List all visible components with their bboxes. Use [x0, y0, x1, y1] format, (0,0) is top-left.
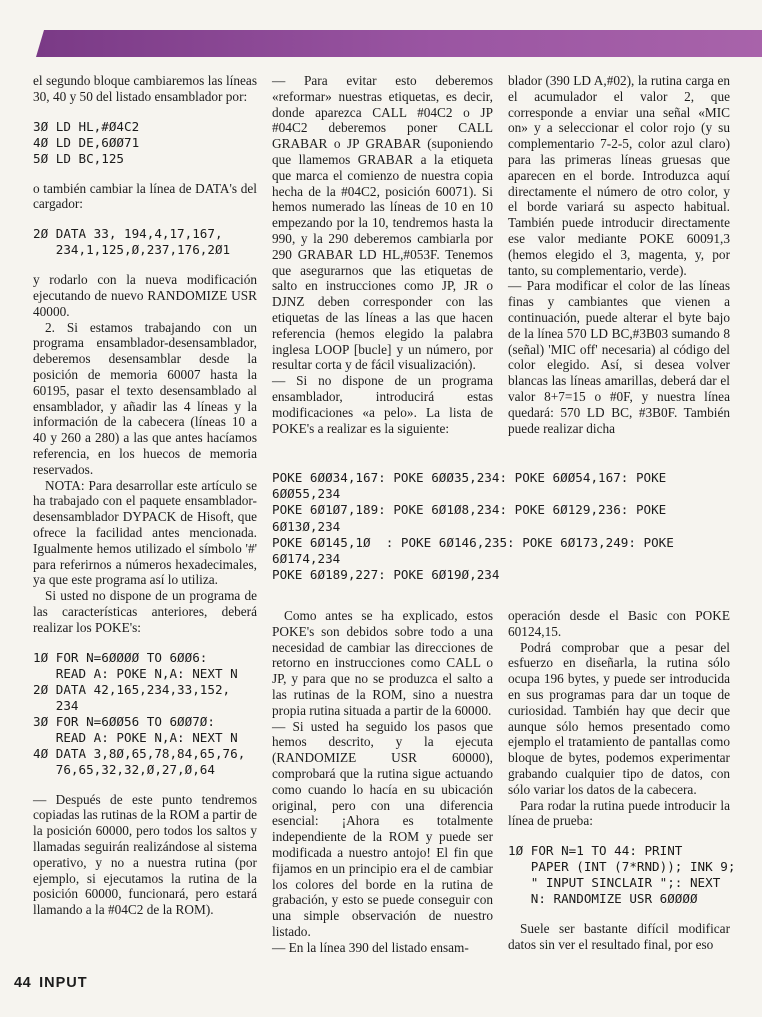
paragraph: — Si usted ha seguido los pasos que hemos descrito, y la ejecuta (RANDOMIZE USR 60000), comprobará que la rutina sigue actuando como cuando lo hacía en su ubicación original, pero con una diferencia esencial: ¡Ahora es totalmente independiente de la ROM y puede ser modificada a nuestro antojo! El fin que fijamos en un principio era el de cambiar los colores del borde en la rutina de grabación, y esto se puede conseguir con una simple observación de nuestro listado.: [272, 718, 493, 939]
code-listing: 3Ø LD HL,#Ø4C2 4Ø LD DE,6ØØ71 5Ø LD BC,125: [33, 118, 140, 166]
paragraph: Suele ser bastante difícil modificar datos sin ver el resultado final, por eso: [508, 921, 730, 952]
page-footer: [14, 975, 88, 991]
column-1: [33, 73, 257, 918]
column-2-top: [272, 73, 493, 436]
paragraph: Para rodar la rutina puede introducir la línea de prueba:: [508, 797, 730, 829]
poke-listing: POKE 6ØØ34,167: POKE 6ØØ35,234: POKE 6ØØ54,167: POKE 6ØØ55,234 POKE 6Ø1Ø7,189: POKE 6Ø1Ø8,234: POKE 6Ø129,236: POKE 6Ø13Ø,234 POKE 6Ø145,1Ø : POKE 6Ø146,235: POKE 6Ø173,249: POKE 6Ø174,234 POKE 6Ø189,227: POKE 6Ø19Ø,234: [272, 470, 674, 583]
header-color-band: [36, 30, 762, 57]
code-listing: 2Ø DATA 33, 194,4,17,167, 234,1,125,Ø,237,176,2Ø1: [33, 226, 231, 258]
paragraph: — Para modificar el color de las líneas finas y cambiantes que vienen a continuación, puede alterar el byte bajo de la línea 570 LD BC,#3B03 sumando 8 (señal) 'MIC off' necesaria) al código del color elegido. Así, si desea volver blancas las líneas amarillas, deberá dar el valor 8+7=15 o #0F, y nuestra línea quedará: 570 LD BC, #3B0F. También puede realizar dicha: [508, 278, 730, 436]
paragraph: NOTA: Para desarrollar este artículo se ha trabajado con el paquete ensamblador-desensamblador DYPACK de Hisoft, que ofrece la facilidad antes mencionada. Igualmente hemos utilizado el símbolo '#' para referirnos a números hexadecimales, ya que este programa así lo utiliza.: [33, 477, 257, 588]
paragraph: Podrá comprobar que a pesar del esfuerzo en diseñarla, la rutina sólo ocupa 196 bytes, y puede ser introducida en sus programas para dar un toque de curiosidad. También hay que decir que aunque sólo hemos presentado como ejemplo el tratamiento de pantallas como bloque de bytes, podemos experimentar grabando cualquier tipo de datos, con sólo variar los datos de la cabecera.: [508, 639, 730, 797]
paragraph: y rodarlo con la nueva modificación ejecutando de nuevo RANDOMIZE USR 40000.: [33, 272, 257, 319]
code-listing: 1Ø FOR N=6ØØØØ TO 6ØØ6: READ A: POKE N,A: NEXT N 2Ø DATA 42,165,234,33,152, 234 3Ø FOR N=6ØØ56 TO 6ØØ7Ø: READ A: POKE N,A: NEXT N 4Ø DATA 3,8Ø,65,78,84,65,76, 76,65,32,32,Ø,27,Ø,64: [33, 649, 246, 777]
paragraph: Como antes se ha explicado, estos POKE's son debidos sobre todo a una necesidad de cambiar las direcciones de retorno en instrucciones como CALL o JP, y para que no se produzca el salto a las rutinas de la ROM, sino a nuestra propia rutina situada a partir de la 60000.: [272, 608, 493, 718]
paragraph: — Si no dispone de un programa ensamblador, introducirá estas modificaciones «a pelo». La lista de POKE's a realizar es la siguiente:: [272, 373, 493, 436]
paragraph: blador (390 LD A,#02), la rutina carga en el acumulador el valor 2, que corresponde a enviar una señal «MIC on» y a seleccionar el color rojo (y su complementario 7-2-5, color azul claro) para las primeras líneas gruesas que aparecen en el borde. Introduzca aquí directamente el número de otro color, y el borde variará su aspecto habitual. También puede introducir directamente ese valor mediante POKE 60091,3 (hemos elegido el 3, magenta, y, por tanto, su complementario, verde).: [508, 73, 730, 278]
paragraph: 2. Si estamos trabajando con un programa ensamblador-desensamblador, deberemos desensamblar desde la posición de memoria 60007 hasta la 60195, pasar el texto desensamblado al ensamblador, y añadir las 4 líneas y la información de la cabecera (líneas 10 a 40 y 260 a 280) a las que antes hacíamos referencia, en los huecos de memoria reservados.: [33, 319, 257, 477]
paragraph: — Para evitar esto deberemos «reformar» nuestras etiquetas, es decir, donde aparezca CALL #04C2 o JP #04C2 deberemos poner CALL GRABAR o JP GRABAR (suponiendo que llamemos GRABAR a la etiqueta que marca el comienzo de nuestra copia hecha de la #04C2, posición 60071). Si hemos numerado las líneas de 10 en 10 empezando por la 10, tendremos hasta la 990, y la 290 deberemos cambiarla por 290 GRABAR LD HL,#053F. Tenemos que asegurarnos que las etiquetas de salto en instrucciones como JP, JR o DJNZ deben corresponder con las etiquetas de las líneas a las que hacen referencia (hemos elegido la palabra inglesa LOOP [bucle] y un número, por resultar corta y de fácil visualización).: [272, 73, 493, 373]
paragraph: operación desde el Basic con POKE 60124,15.: [508, 608, 730, 639]
paragraph: — Después de este punto tendremos copiadas las rutinas de la ROM a partir de la posición 60000, pero todos los saltos y llamadas seguirán realizándose al sistema operativo, y no a nuestra rutina (por ejemplo, si ejecutamos la rutina de la posición 60000, funcionará, pero estará llamando a la #04C2 de la ROM).: [33, 791, 257, 918]
page-number: 44: [14, 975, 32, 991]
paragraph: el segundo bloque cambiaremos las líneas 30, 40 y 50 del listado ensamblador por:: [33, 73, 257, 104]
paragraph: — En la línea 390 del listado ensam-: [272, 939, 469, 955]
code-listing: 1Ø FOR N=1 TO 44: PRINT PAPER (INT (7*RND)); INK 9; " INPUT SINCLAIR ";: NEXT N: RANDOMIZE USR 6ØØØØ: [508, 843, 736, 907]
column-3-top: [508, 73, 730, 436]
column-2-bottom: [272, 608, 493, 956]
paragraph: o también cambiar la línea de DATA's del cargador:: [33, 180, 257, 212]
magazine-name: INPUT: [39, 975, 88, 991]
column-3-bottom: [508, 608, 736, 953]
paragraph: Si usted no dispone de un programa de las características anteriores, deberá realizar los POKE's:: [33, 588, 257, 635]
